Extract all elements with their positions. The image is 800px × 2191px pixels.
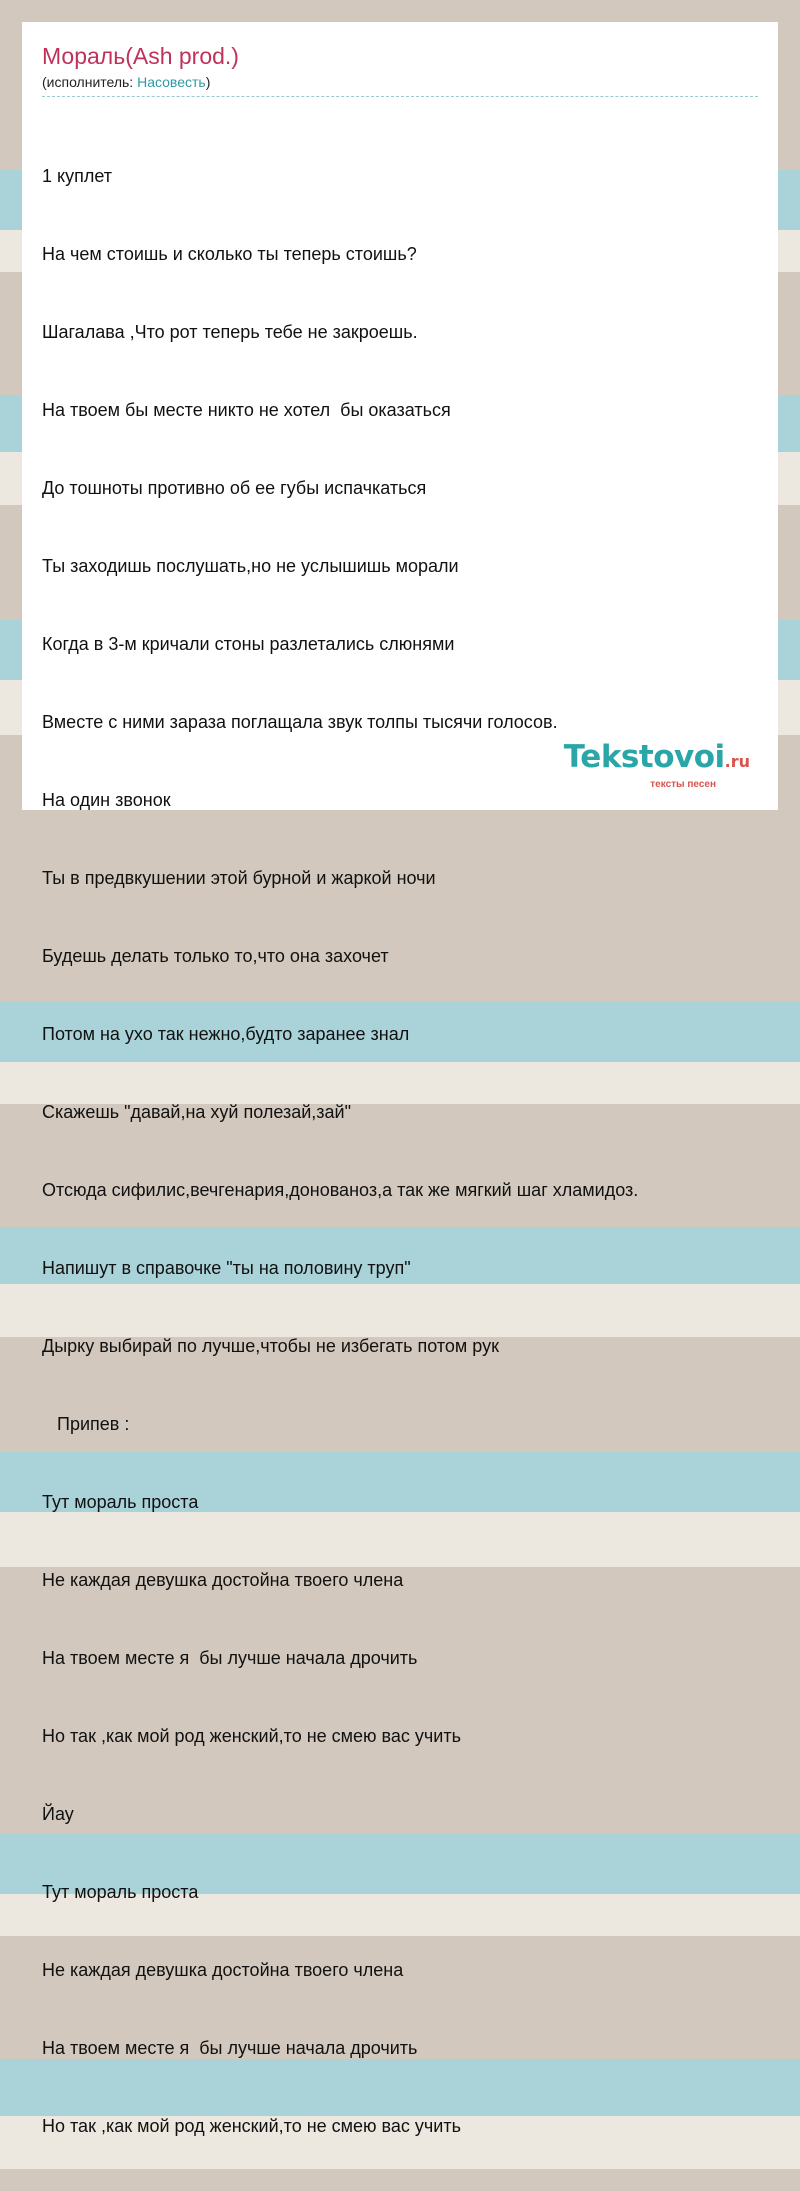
lyric-line: Отсюда сифилис,вечгенария,донованоз,а так же мягкий шаг хламидоз. <box>42 1180 639 1200</box>
lyric-line: Вместе с ними зараза поглащала звук толпы тысячи голосов. <box>42 712 558 732</box>
lyric-line: Припев : <box>42 1414 130 1434</box>
song-title: Мораль(Ash prod.) <box>42 43 239 69</box>
lyric-line: На твоем месте я бы лучше начала дрочить <box>42 1648 418 1668</box>
lyric-line: На твоем бы месте никто не хотел бы оказаться <box>42 400 451 420</box>
lyric-line: 1 куплет <box>42 166 112 186</box>
lyric-line: На один звонок <box>42 790 171 810</box>
artist-suffix: ) <box>205 74 211 90</box>
artist-link[interactable]: Насовесть <box>137 74 206 90</box>
lyric-line: Но так ,как мой род женский,то не смею вас учить <box>42 1726 461 1746</box>
lyric-line: Дырку выбирай по лучше,чтобы не избегать потом рук <box>42 1336 499 1356</box>
lyric-line: Ты заходишь послушать,но не услышишь морали <box>42 556 459 576</box>
lyric-line: До тошноты противно об ее губы испачкаться <box>42 478 427 498</box>
logo-tld: .ru <box>724 752 750 771</box>
lyric-line: Потом на ухо так нежно,будто заранее знал <box>42 1024 410 1044</box>
lyric-line: На твоем месте я бы лучше начала дрочить <box>42 2038 418 2058</box>
lyric-line: Тут мораль проста <box>42 1882 199 1902</box>
lyric-line: Скажешь "давай,на хуй полезай,зай" <box>42 1102 351 1122</box>
lyric-line: Шагалава ,Что рот теперь тебе не закроешь. <box>42 322 418 342</box>
logo-tagline: тексты песен <box>650 779 716 790</box>
lyric-line: Но так ,как мой род женский,то не смею вас учить <box>42 2116 461 2136</box>
lyrics-page <box>22 22 778 2136</box>
artist-prefix: (исполнитель: <box>42 74 138 90</box>
lyric-line: Не каждая девушка достойна твоего члена <box>42 1960 404 1980</box>
logo-main-text: Tekstovoi <box>563 739 725 775</box>
lyric-line: Напишут в справочке "ты на половину труп" <box>42 1258 411 1278</box>
lyrics-body <box>42 111 758 2191</box>
lyric-line: Когда в 3-м кричали стоны разлетались слюнями <box>42 634 455 654</box>
lyric-line: Будешь делать только то,что она захочет <box>42 946 389 966</box>
artist-line <box>42 72 758 97</box>
lyric-line: Не каждая девушка достойна твоего члена <box>42 1570 404 1590</box>
lyric-line: Тут мораль проста <box>42 1492 199 1512</box>
site-logo[interactable] <box>540 739 750 790</box>
lyric-line: Йау <box>42 1804 74 1824</box>
logo-wordmark <box>540 740 750 779</box>
lyric-line: На чем стоишь и сколько ты теперь стоишь? <box>42 244 417 264</box>
lyric-line: Ты в предвкушении этой бурной и жаркой ночи <box>42 868 436 888</box>
